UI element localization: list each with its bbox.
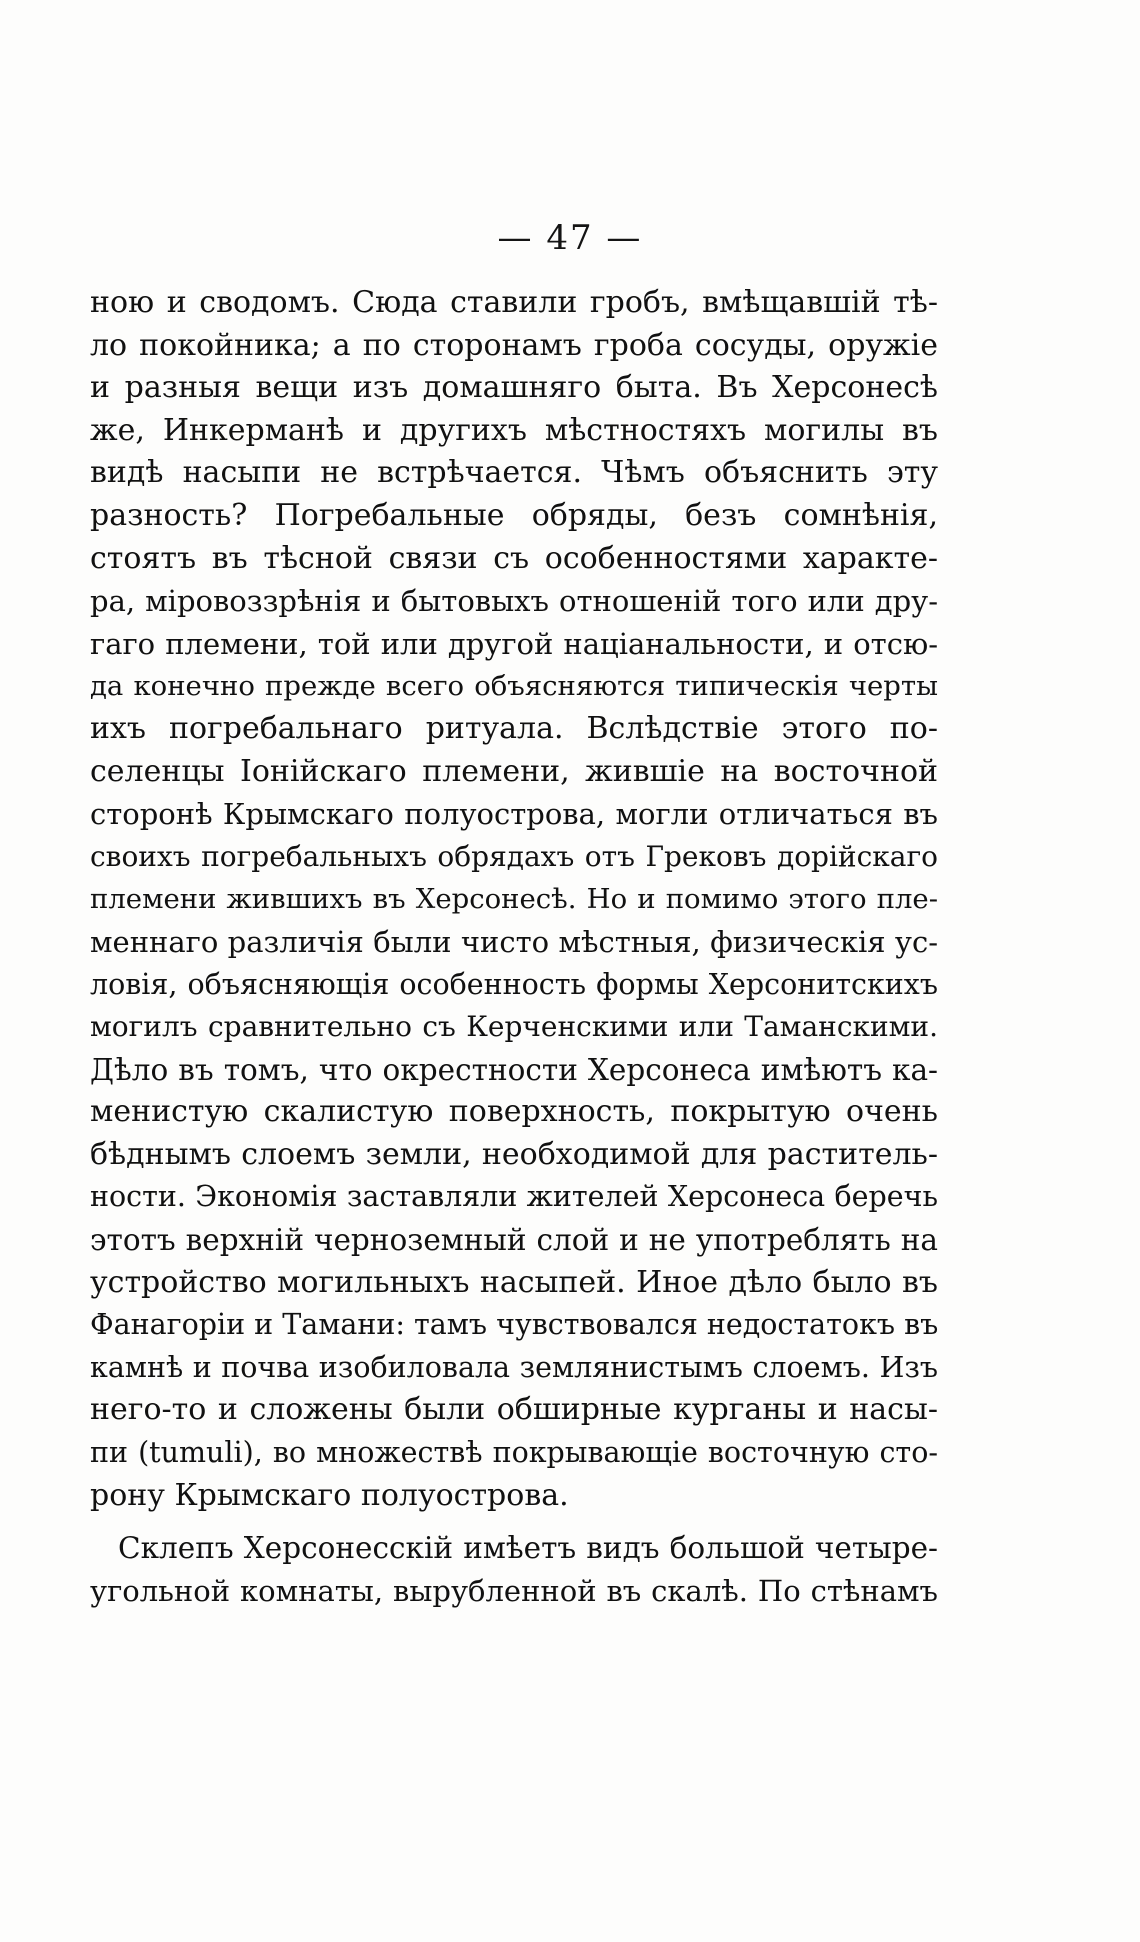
text-line: могилъ сравнительно съ Керченскими или Таманскими.	[90, 1010, 938, 1044]
text-line: и разныя вещи изъ домашняго быта. Въ Херсонесѣ	[90, 370, 938, 406]
text-line: него-то и сложены были обширные курганы и насы-	[90, 1392, 938, 1428]
text-line: да конечно прежде всего объясняются типическія черты	[90, 670, 938, 703]
page-number: — 47 —	[497, 218, 643, 258]
text-line: своихъ погребальныхъ обрядахъ отъ Грековъ дорійскаго	[90, 839, 938, 873]
text-line: меннаго различія были чисто мѣстныя, физическія ус-	[90, 924, 938, 959]
text-line: устройство могильныхъ насыпей. Иное дѣло было въ	[90, 1264, 938, 1300]
text-line: этотъ верхній черноземный слой и не употреблять на	[90, 1223, 938, 1258]
text-line: ловія, объясняющія особенность формы Херсонитскихъ	[90, 967, 938, 1001]
text-line: Склепъ Херсонесскій имѣетъ видъ большой четыре-	[118, 1531, 938, 1566]
text-line: разность? Погребальные обряды, безъ сомнѣнія,	[90, 497, 938, 533]
text-line: племени жившихъ въ Херсонесѣ. Но и помимо этого пле-	[90, 883, 938, 916]
text-line: рону Крымскаго полуострова.	[90, 1477, 569, 1513]
text-line: видѣ насыпи не встрѣчается. Чѣмъ объяснить эту	[90, 455, 938, 491]
text-line: угольной комнаты, вырубленной въ скалѣ. По стѣнамъ	[90, 1573, 938, 1608]
text-line: менистую скалистую поверхность, покрытую очень	[90, 1094, 938, 1130]
text-line: пи (tumuli), во множествѣ покрывающіе восточную сто-	[90, 1436, 938, 1470]
text-line: гаго племени, той или другой націанальности, и отсю-	[90, 626, 938, 661]
text-line: камнѣ и почва изобиловала землянистымъ слоемъ. Изъ	[90, 1350, 938, 1384]
text-line: сторонѣ Крымскаго полуострова, могли отличаться въ	[90, 797, 938, 832]
text-line: же, Инкерманѣ и другихъ мѣстностяхъ могилы въ	[90, 412, 938, 448]
text-line: Фанагоріи и Тамани: тамъ чувствовался недостатокъ въ	[90, 1308, 939, 1342]
text-line: Дѣло въ томъ, что окрестности Херсонеса имѣютъ ка-	[90, 1052, 938, 1087]
paragraph-gap	[90, 1517, 938, 1527]
text-line: ра, міровоззрѣнія и бытовыхъ отношеній того или дру-	[90, 584, 938, 619]
text-line: ихъ погребальнаго ритуала. Вслѣдствіе этого по-	[90, 710, 938, 746]
text-line: стоятъ въ тѣсной связи съ особенностями характе-	[90, 540, 938, 576]
text-line: ности. Экономія заставляли жителей Херсонеса беречь	[90, 1180, 938, 1214]
text-line: селенцы Іонійскаго племени, жившіе на восточной	[90, 753, 938, 789]
paragraph-1	[90, 282, 938, 1517]
body-text	[90, 282, 938, 1612]
text-line: ною и сводомъ. Сюда ставили гробъ, вмѣщавшій тѣ-	[90, 285, 938, 320]
text-line: ло покойника; а по сторонамъ гроба сосуды, оружіе	[90, 327, 938, 363]
paragraph-2	[90, 1527, 938, 1612]
text-line: бѣднымъ слоемъ земли, необходимой для раститель-	[90, 1136, 938, 1172]
